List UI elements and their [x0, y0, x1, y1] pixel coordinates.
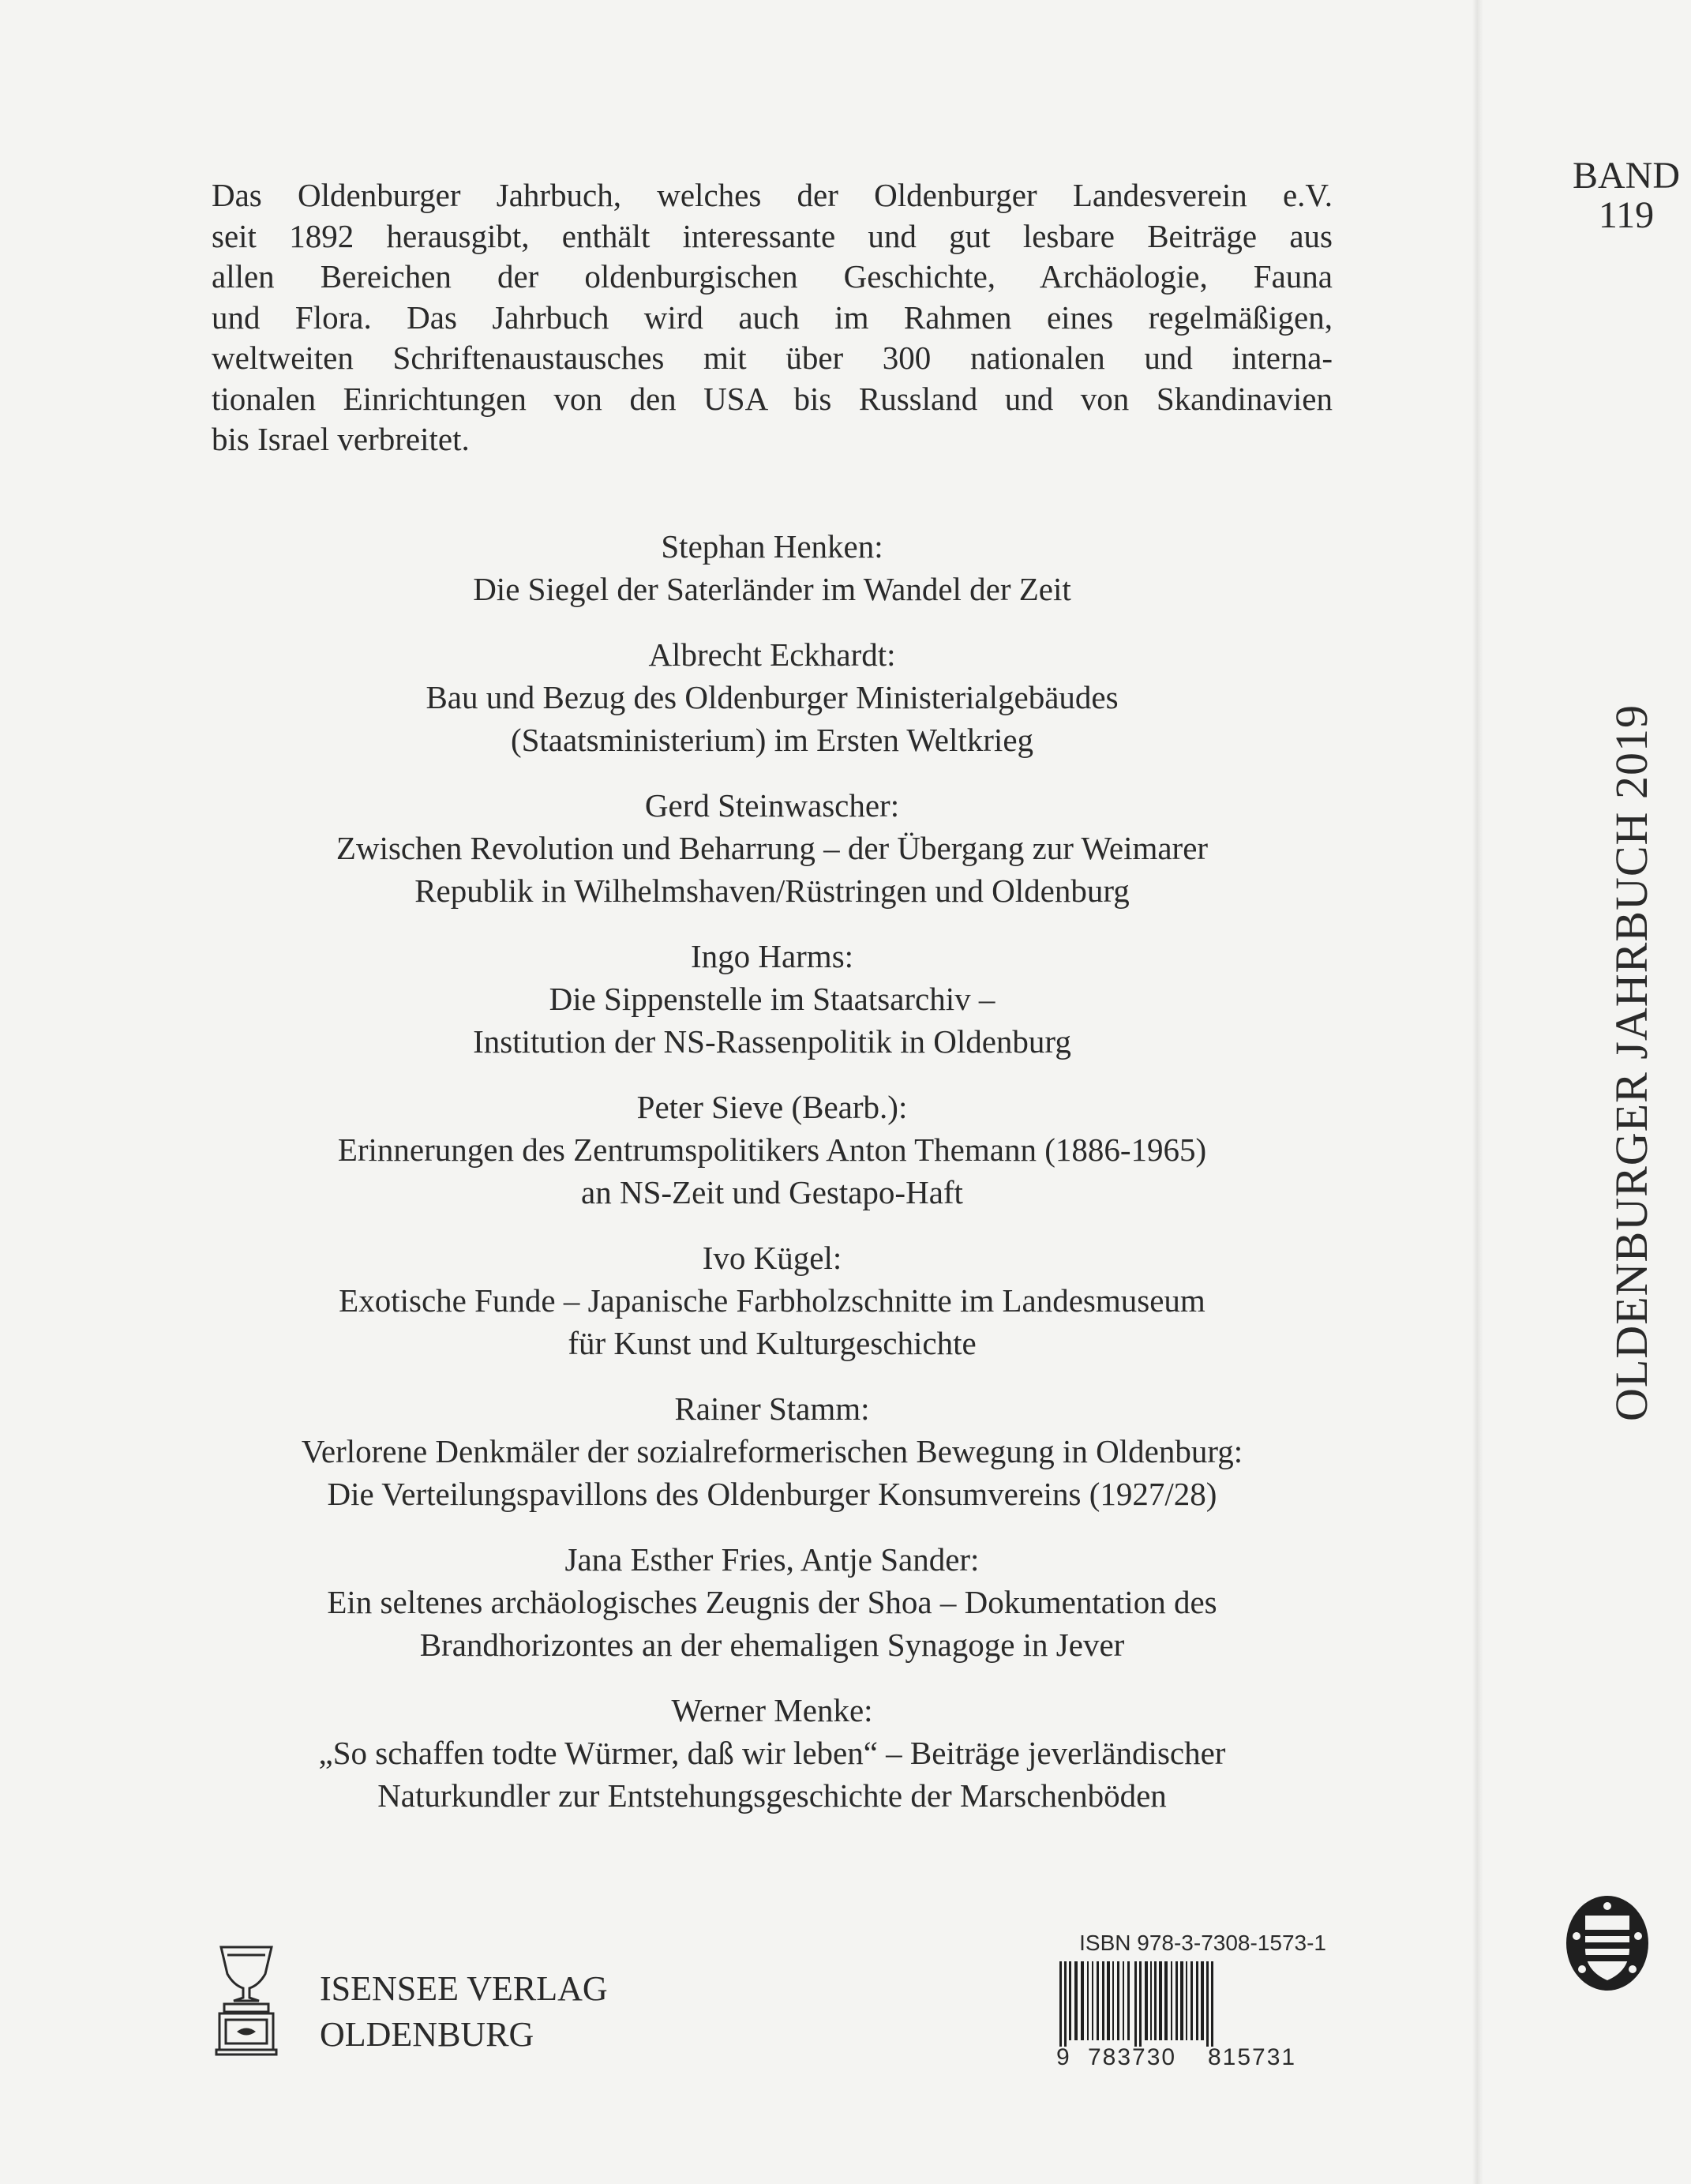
barcode-bar: [1107, 1961, 1110, 2040]
intro-line: Das Oldenburger Jahrbuch, welches der Oldenburger Landesverein e.V.: [212, 177, 1333, 213]
contents-entry: [212, 633, 1333, 761]
entry-author: Albrecht Eckhardt:: [648, 636, 896, 673]
barcode-bar: [1154, 1961, 1157, 2040]
entry-title-line: Naturkundler zur Entstehungsgeschichte der Marschenböden: [377, 1777, 1167, 1814]
intro-line: und Flora. Das Jahrbuch wird auch im Rahmen eines regelmäßigen,: [212, 298, 1333, 336]
barcode-bar: [1069, 1961, 1071, 2040]
band-label: BAND: [1572, 155, 1680, 197]
contents-list: [212, 525, 1333, 1840]
barcode-bar: [1145, 1961, 1148, 2040]
barcode-bar: [1127, 1961, 1130, 2040]
entry-author: Rainer Stamm:: [674, 1390, 870, 1427]
entry-title-line: Ein seltenes archäologisches Zeugnis der Shoa – Dokumentation des: [327, 1584, 1217, 1620]
barcode-bar: [1081, 1961, 1084, 2040]
isbn-label: ISBN 978-3-7308-1573-1: [1079, 1931, 1326, 1955]
entry-title-line: Bau und Bezug des Oldenburger Ministerialgebäudes: [426, 679, 1119, 715]
band-number: 119: [1598, 194, 1655, 236]
entry-title-line: Die Verteilungspavillons des Oldenburger Konsumvereins (1927/28): [327, 1476, 1217, 1512]
spine-title: OLDENBURGER JAHRBUCH 2019: [1606, 704, 1657, 1421]
entry-author: Jana Esther Fries, Antje Sander:: [564, 1541, 980, 1578]
barcode-digit-first: 9: [1056, 2044, 1070, 2070]
coat-of-arms-icon: [1565, 1893, 1650, 1993]
publisher-line: ISENSEE VERLAG: [320, 1969, 608, 2008]
barcode-bar: [1186, 1961, 1187, 2040]
intro-line: allen Bereichen der oldenburgischen Geschichte, Archäologie, Fauna: [212, 258, 1333, 295]
intro-line: seit 1892 herausgibt, enthält interessante und gut lesbare Beiträge aus: [212, 217, 1333, 254]
volume-label: [1559, 156, 1691, 235]
barcode-bar: [1097, 1961, 1099, 2040]
entry-title-line: Institution der NS-Rassenpolitik in Oldenburg: [473, 1023, 1071, 1060]
barcode-bar: [1087, 1961, 1089, 2040]
barcode-bar: [1190, 1961, 1193, 2040]
barcode-bar: [1171, 1961, 1172, 2040]
entry-author: Gerd Steinwascher:: [644, 787, 900, 824]
entry-author: Werner Menke:: [671, 1692, 873, 1728]
entry-title-line: Exotische Funde – Japanische Farbholzschnitte im Landesmuseum: [339, 1282, 1205, 1319]
barcode-bar: [1175, 1961, 1178, 2040]
barcode-bar: [1139, 1961, 1142, 2047]
contents-entry: [212, 1387, 1333, 1515]
publisher-block: [213, 1942, 718, 2061]
entry-title-line: Verlorene Denkmäler der sozialreformerischen Bewegung in Oldenburg:: [301, 1433, 1243, 1469]
contents-entry: [212, 1236, 1333, 1364]
entry-title-line: Brandhorizontes an der ehemaligen Synagoge in Jever: [419, 1627, 1125, 1663]
entry-title-line: für Kunst und Kulturgeschichte: [568, 1325, 977, 1361]
entry-author: Stephan Henken:: [661, 528, 883, 565]
isbn-barcode: [1056, 1931, 1326, 2070]
barcode-bar: [1117, 1961, 1119, 2040]
entry-title-line: Die Sippenstelle im Staatsarchiv –: [549, 981, 995, 1017]
urn-logo-icon: [213, 1942, 279, 2056]
barcode-bar: [1059, 1961, 1062, 2047]
contents-entry: [212, 525, 1333, 610]
entry-title-line: Die Siegel der Saterländer im Wandel der Zeit: [473, 571, 1071, 607]
barcode-digits-right: 815731: [1208, 2044, 1297, 2070]
barcode-bar: [1092, 1961, 1093, 2040]
entry-title-line: (Staatsministerium) im Ersten Weltkrieg: [510, 722, 1034, 758]
publisher-line: OLDENBURG: [320, 2015, 534, 2054]
contents-entry: [212, 1538, 1333, 1666]
barcode-bar: [1201, 1961, 1204, 2040]
barcode-bar: [1064, 1961, 1067, 2047]
entry-title-line: Erinnerungen des Zentrumspolitikers Anton Themann (1886-1965): [337, 1131, 1207, 1168]
barcode-bar: [1211, 1961, 1213, 2047]
barcode-bar: [1206, 1961, 1209, 2047]
barcode-bars: [1056, 1961, 1326, 2047]
entry-title-line: „So schaffen todte Würmer, daß wir leben“ – Beiträge jeverländischer: [318, 1735, 1226, 1771]
contents-entry: [212, 784, 1333, 912]
intro-line: weltweiten Schriftenaustausches mit über 300 nationalen und interna-: [212, 340, 1333, 376]
contents-entry: [212, 935, 1333, 1063]
publisher-name: [320, 1966, 608, 2058]
spine-fold: [1472, 0, 1483, 2184]
entry-author: Peter Sieve (Bearb.):: [636, 1089, 908, 1125]
entry-title-line: Zwischen Revolution und Beharrung – der Übergang zur Weimarer: [336, 830, 1209, 866]
barcode-bar: [1112, 1961, 1114, 2040]
contents-entry: [212, 1086, 1333, 1214]
intro-line: bis Israel verbreitet.: [212, 421, 470, 457]
barcode-bar: [1159, 1961, 1162, 2040]
barcode-bar: [1074, 1961, 1078, 2040]
barcode-bar: [1196, 1961, 1198, 2040]
entry-title-line: an NS-Zeit und Gestapo-Haft: [581, 1174, 963, 1210]
intro-line: tionalen Einrichtungen von den USA bis Russland und von Skandinavien: [212, 380, 1333, 417]
barcode-bar: [1180, 1961, 1183, 2040]
barcode-bar: [1150, 1961, 1152, 2040]
barcode-bar: [1134, 1961, 1137, 2047]
contents-entry: [212, 1689, 1333, 1817]
barcode-digits: [1056, 2045, 1326, 2072]
intro-paragraph: [212, 175, 1333, 460]
barcode-bar: [1164, 1961, 1168, 2040]
barcode-digits-left: 783730: [1088, 2044, 1177, 2070]
entry-author: Ingo Harms:: [690, 938, 854, 974]
barcode-bar: [1123, 1961, 1124, 2040]
entry-title-line: Republik in Wilhelmshaven/Rüstringen und Oldenburg: [414, 872, 1130, 909]
barcode-bar: [1102, 1961, 1104, 2040]
entry-author: Ivo Kügel:: [702, 1240, 842, 1276]
